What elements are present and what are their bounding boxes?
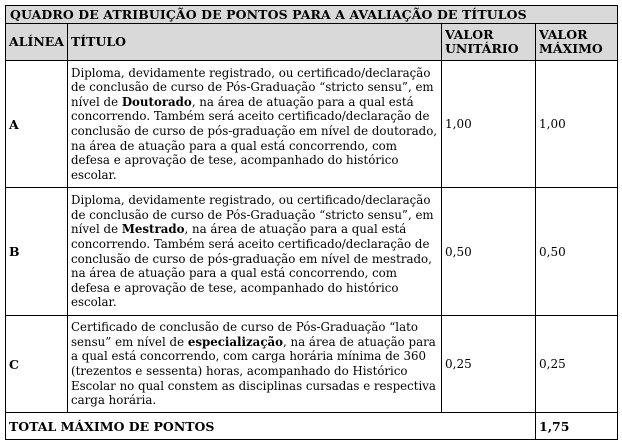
description-bold: especialização [187,334,284,349]
row-valor-unitario: 0,25 [442,316,536,413]
total-row [6,413,618,440]
description-text: Certificado de conclusão de curso de Pós-Graduação “lato sensu” em nível de [71,320,418,349]
row-valor-unitario: 0,50 [442,188,536,316]
header-valor-unitario: VALOR UNITÁRIO [442,24,536,61]
total-value: 1,75 [536,413,618,440]
description-text: , na área de atuação para a qual está concorrendo. Também será aceito certificado/declaração de conclusão de curso de pós-graduação em nível de mestrado, na área de atuação para a qual está concorrendo, com defesa e aprovação de tese, acompanhado do histórico escolar. [71,222,432,310]
total-label: TOTAL MÁXIMO DE PONTOS [6,413,536,440]
header-titulo: TÍTULO [68,24,442,61]
description-bold: Doutorado [121,94,192,109]
points-table [5,5,618,440]
row-alinea: B [6,188,68,316]
row-description [68,316,442,413]
row-alinea: A [6,61,68,188]
row-valor-maximo: 0,50 [536,188,618,316]
description-text: , na área de atuação para a qual está concorrendo, com carga horária mínima de 360 (trezentos e sessenta) horas, acompanhado do Histórico Escolar no qual constem as disciplinas cursadas e respectiva carga horária. [71,334,436,408]
header-row [6,24,618,61]
table-title-row [6,6,618,24]
description-bold: Mestrado [121,222,185,237]
table-row [6,61,618,188]
description-text: Diploma, devidamente registrado, ou certificado/declaração de conclusão de curso de Pós-Graduação “stricto sensu”, em nível de [71,65,434,109]
header-alinea: ALÍNEA [6,24,68,61]
row-valor-maximo: 0,25 [536,316,618,413]
row-description [68,61,442,188]
description-text: Diploma, devidamente registrado, ou certificado/declaração de conclusão de curso de Pós-Graduação “stricto sensu”, em nível de [71,193,434,237]
header-valor-maximo: VALOR MÁXIMO [536,24,618,61]
table-title: QUADRO DE ATRIBUIÇÃO DE PONTOS PARA A AVALIAÇÃO DE TÍTULOS [6,6,618,24]
table-row [6,188,618,316]
description-text: , na área de atuação para a qual está concorrendo. Também será aceito certificado/declaração de conclusão de curso de pós-graduação em nível de doutorado, na área de atuação para a qual está concorrendo, com defesa e aprovação de tese, acompanhado do histórico escolar. [71,94,438,182]
row-valor-maximo: 1,00 [536,61,618,188]
table-row [6,316,618,413]
row-valor-unitario: 1,00 [442,61,536,188]
row-description [68,188,442,316]
document [5,5,617,440]
row-alinea: C [6,316,68,413]
